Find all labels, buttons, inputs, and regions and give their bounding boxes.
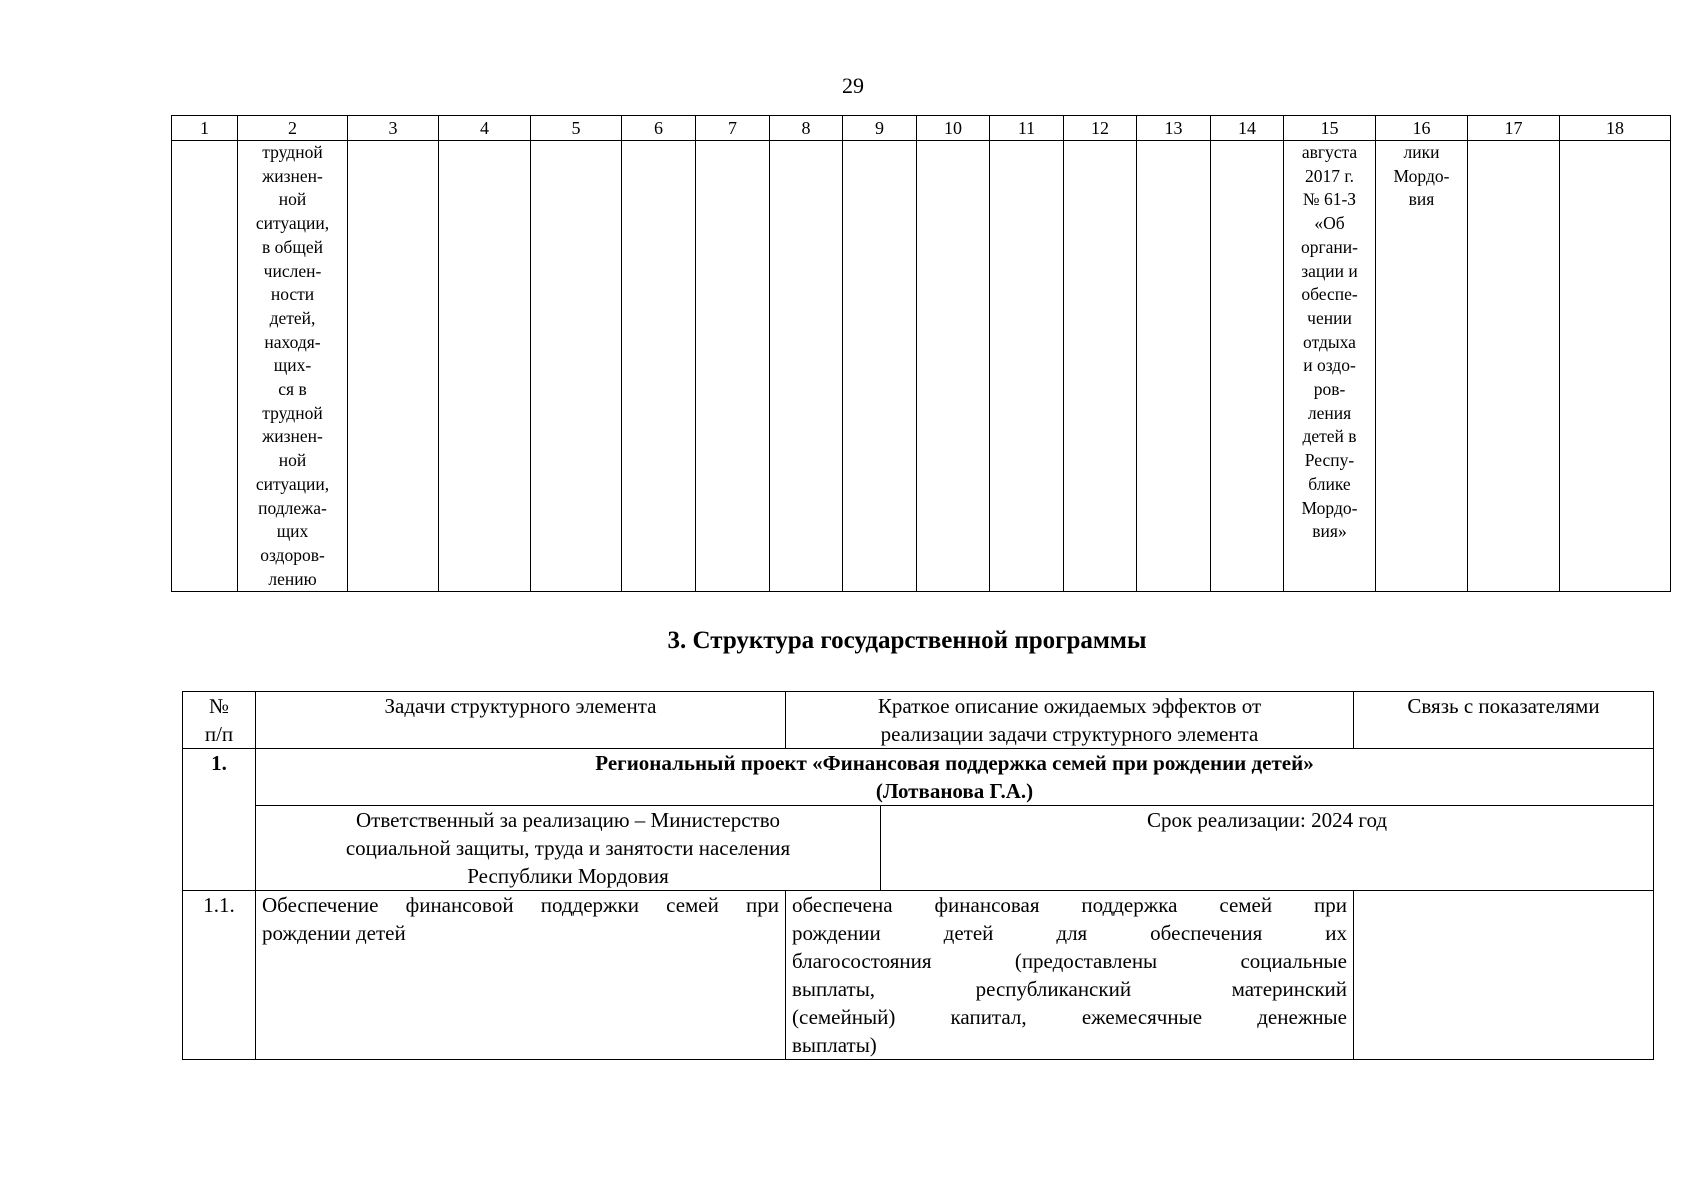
text-line: обеспе- <box>1301 284 1358 305</box>
header-effects-line: Краткое описание ожидаемых эффектов от <box>877 694 1262 718</box>
text-line: чении <box>1307 307 1352 328</box>
text-line: жизнен- <box>262 426 323 447</box>
table-cell <box>439 141 531 592</box>
col-number: 17 <box>1468 116 1560 141</box>
deadline-cell: Срок реализации: 2024 год <box>881 806 1654 891</box>
col-number: 3 <box>348 116 439 141</box>
project-meta-row <box>183 806 1654 891</box>
continuation-table <box>171 115 1671 592</box>
text-line: щих <box>276 521 309 542</box>
text-line: жизнен- <box>262 165 323 186</box>
text-line: «Об <box>1314 213 1345 234</box>
col-number: 9 <box>843 116 917 141</box>
text-line: Мордо- <box>1301 497 1358 518</box>
text-line: августа <box>1301 142 1358 162</box>
text-line: детей, <box>269 307 316 328</box>
table-cell <box>696 141 770 592</box>
header-link: Связь с показателями <box>1354 692 1654 749</box>
text-line: подлежа- <box>258 497 327 518</box>
header-number-line: № <box>208 694 230 718</box>
text-line: Респу- <box>1304 450 1355 471</box>
col-number: 10 <box>917 116 990 141</box>
col15-text <box>1284 141 1375 544</box>
text-line: ров- <box>1313 379 1346 400</box>
col-number: 18 <box>1560 116 1671 141</box>
col2-text <box>238 141 347 591</box>
text-line: Мордо- <box>1393 165 1450 186</box>
col-number: 5 <box>531 116 622 141</box>
indicator-link <box>1354 891 1654 1060</box>
col-number: 2 <box>238 116 348 141</box>
table-cell <box>1211 141 1284 592</box>
text-line: ной <box>278 189 307 210</box>
col-number: 4 <box>439 116 531 141</box>
header-effects-line: реализации задачи структурного элемента <box>880 722 1259 746</box>
col-number: 11 <box>990 116 1064 141</box>
project-title-row <box>183 749 1654 806</box>
table-cell <box>770 141 843 592</box>
task-row <box>183 891 1654 1060</box>
col-number: 6 <box>622 116 696 141</box>
table-cell <box>348 141 439 592</box>
table-cell <box>1137 141 1211 592</box>
table-cell <box>1468 141 1560 592</box>
col16-text <box>1376 141 1467 212</box>
text-line: находя- <box>264 331 321 352</box>
col-number: 14 <box>1211 116 1284 141</box>
project-title-line: Региональный проект «Финансовая поддержка семей при рождении детей» <box>595 751 1314 775</box>
table-cell <box>917 141 990 592</box>
col-number: 7 <box>696 116 770 141</box>
col-number: 12 <box>1064 116 1137 141</box>
section-title: 3. Структура государственной программы <box>667 627 1147 654</box>
text-line: зации и <box>1301 260 1358 281</box>
text-line: ситуации, <box>255 213 330 234</box>
text-line: ности <box>270 284 315 305</box>
project-title <box>256 749 1654 806</box>
text-line: Ответственный за реализацию – Министерство <box>356 808 780 832</box>
project-number: 1. <box>183 749 256 891</box>
text-line: ления <box>1307 402 1352 423</box>
text-line: выплаты, республиканский материнский <box>792 977 1347 1001</box>
text-line: ся в <box>278 379 307 400</box>
table-cell <box>622 141 696 592</box>
header-effects <box>786 692 1354 749</box>
column-number-row <box>172 116 1671 141</box>
task-number: 1.1. <box>183 891 256 1060</box>
table-cell <box>531 141 622 592</box>
text-line: рождении детей для обеспечения их <box>792 921 1347 945</box>
responsible-cell <box>256 806 881 891</box>
table-cell <box>843 141 917 592</box>
col-number: 15 <box>1284 116 1376 141</box>
text-line: социальной защиты, труда и занятости населения <box>345 836 791 860</box>
effect-description <box>786 891 1354 1060</box>
text-line: вия <box>1408 189 1435 210</box>
col-number: 13 <box>1137 116 1211 141</box>
text-line: числен- <box>263 260 322 281</box>
page-number: 29 <box>842 73 864 98</box>
text-line: ситуации, <box>255 473 330 494</box>
col-number: 16 <box>1376 116 1468 141</box>
law-reference-cell <box>1284 141 1376 592</box>
text-line: блике <box>1308 473 1351 494</box>
text-line: ной <box>278 450 307 471</box>
text-line: в общей <box>262 236 323 257</box>
text-line: Обеспечение финансовой поддержки семей при <box>262 893 779 917</box>
header-tasks: Задачи структурного элемента <box>256 692 786 749</box>
table-cell <box>172 141 238 592</box>
text-line: благосостояния (предоставлены социальные <box>792 949 1347 973</box>
region-cell <box>1376 141 1468 592</box>
text-line: 2017 г. <box>1305 165 1354 186</box>
text-line: оздоров- <box>260 544 325 565</box>
text-line: и оздо- <box>1303 355 1356 376</box>
text-line: № 61-З <box>1302 189 1357 210</box>
text-line: органи- <box>1300 236 1358 257</box>
table-row <box>172 141 1671 592</box>
col-number: 8 <box>770 116 843 141</box>
text-line: рождении детей <box>262 921 406 945</box>
text-line: лики <box>1403 142 1440 162</box>
text-line: Республики Мордовия <box>467 864 669 888</box>
text-line: трудной <box>262 402 323 423</box>
text-line: лению <box>268 568 317 589</box>
text-line: трудной <box>262 142 323 162</box>
header-number <box>183 692 256 749</box>
table-cell <box>990 141 1064 592</box>
text-line: вия» <box>1312 521 1347 542</box>
table-cell <box>1064 141 1137 592</box>
text-line: (семейный) капитал, ежемесячные денежные <box>792 1005 1347 1029</box>
indicator-text-cell <box>238 141 348 592</box>
col-number: 1 <box>172 116 238 141</box>
structure-header-row <box>183 692 1654 749</box>
program-structure-table <box>182 691 1654 1060</box>
text-line: детей в <box>1302 426 1357 447</box>
table-cell <box>1560 141 1671 592</box>
text-line: выплаты) <box>792 1033 877 1057</box>
text-line: щих- <box>273 355 312 376</box>
task-description <box>256 891 786 1060</box>
header-number-line: п/п <box>204 722 234 746</box>
project-title-line: (Лотванова Г.А.) <box>875 779 1034 803</box>
text-line: отдыха <box>1303 331 1356 352</box>
text-line: обеспечена финансовая поддержка семей при <box>792 893 1347 917</box>
